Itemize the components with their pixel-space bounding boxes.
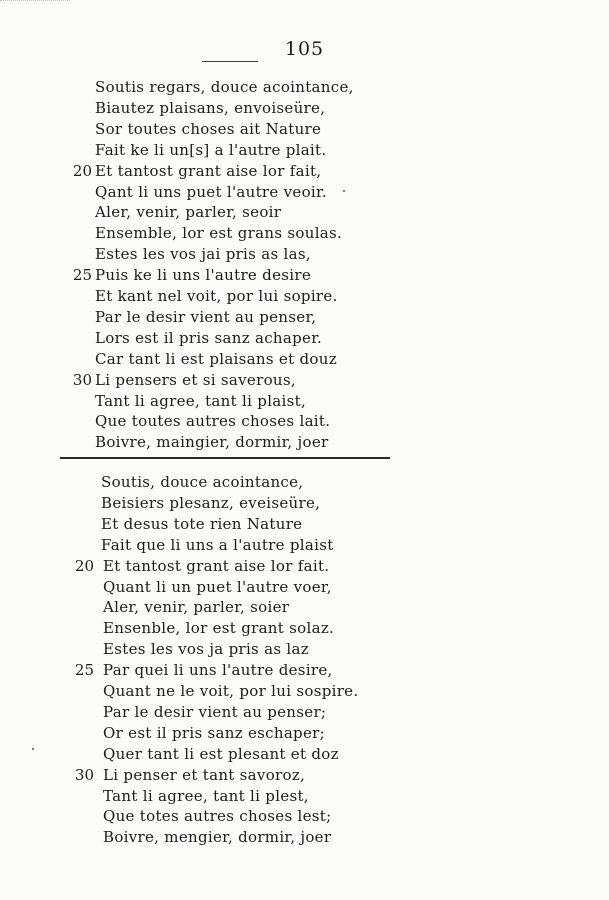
verse-line: Or est il pris sanz eschaper; [103,723,325,742]
verse-line: Estes les vos ja pris as laz [103,640,309,659]
verse-line: Quant ne le voit, por lui sospire. [103,682,359,700]
corner-scan-mark [0,0,70,11]
verse-line: Beisiers plesanz, eveiseüre, [101,493,321,512]
verse-line: Biautez plaisans, envoiseüre, [95,98,326,117]
verse-line: Par le desir vient au penser; [103,702,327,721]
verse-line: Li penser et tant savoroz, [103,765,306,784]
verse-line: Tant li agree, tant li plaist, [95,391,307,410]
verse-line: Tant li agree, tant li plest, [103,786,309,805]
verse-line: Et tantost grant aise lor fait. [103,556,330,575]
verse-line: Et tantost grant aise lor fait, [95,161,322,180]
ink-speck [32,748,34,750]
line-number: 30 [74,765,94,784]
verse-line: Par le desir vient au penser, [95,307,317,326]
verse-line: Puis ke li uns l'autre desire [95,266,311,285]
line-number: 20 [74,556,94,575]
line-number: 25 [72,266,92,285]
line-number: 25 [74,661,94,680]
verse-line: Ensemble, lor est grans soulas. [95,224,343,243]
verse-line: Et kant nel voit, por lui sopire. [95,287,338,305]
verse-line: Soutis, douce acointance, [101,473,304,491]
verse-line: Sor toutes choses ait Nature [95,119,322,138]
verse-line: Soutis regars, douce acointance, [95,78,354,96]
verse-line: Boivre, maingier, dormir, joer [95,433,329,452]
line-number: 30 [72,370,92,389]
page-number: 105 [284,38,325,60]
verse-line: Car tant li est plaisans et douz [95,349,337,368]
verse-line: Aler, venir, parler, seoir [95,203,282,222]
verse-line: Li pensers et si saverous, [95,370,296,389]
verse-line: Et desus tote rien Nature [101,514,303,533]
page-number-underline [202,61,258,62]
verse-line: Que totes autres choses lest; [103,807,332,826]
ink-speck [343,190,345,192]
verse-line: Boivre, mengier, dormir, joer [103,828,332,847]
verse-line: Estes les vos jai pris as las, [95,245,311,264]
verse-line: Quer tant li est plesant et doz [103,744,339,763]
verse-line: Par quei li uns l'autre desire, [103,661,333,680]
verse-line: Fait ke li un[s] a l'autre plait. [95,140,327,159]
verse-line: Qant li uns puet l'autre veoir. [95,182,327,201]
verse-line: Quant li un puet l'autre voer, [103,577,332,596]
verse-line: Ensenble, lor est grant solaz. [103,619,335,638]
verse-line: Lors est il pris sanz achaper. [95,328,323,347]
line-number: 20 [72,161,92,180]
section-divider [60,457,390,459]
verse-line: Aler, venir, parler, soier [103,598,290,617]
verse-line: Que toutes autres choses lait. [95,412,331,431]
verse-line: Fait que li uns a l'autre plaist [101,535,334,554]
